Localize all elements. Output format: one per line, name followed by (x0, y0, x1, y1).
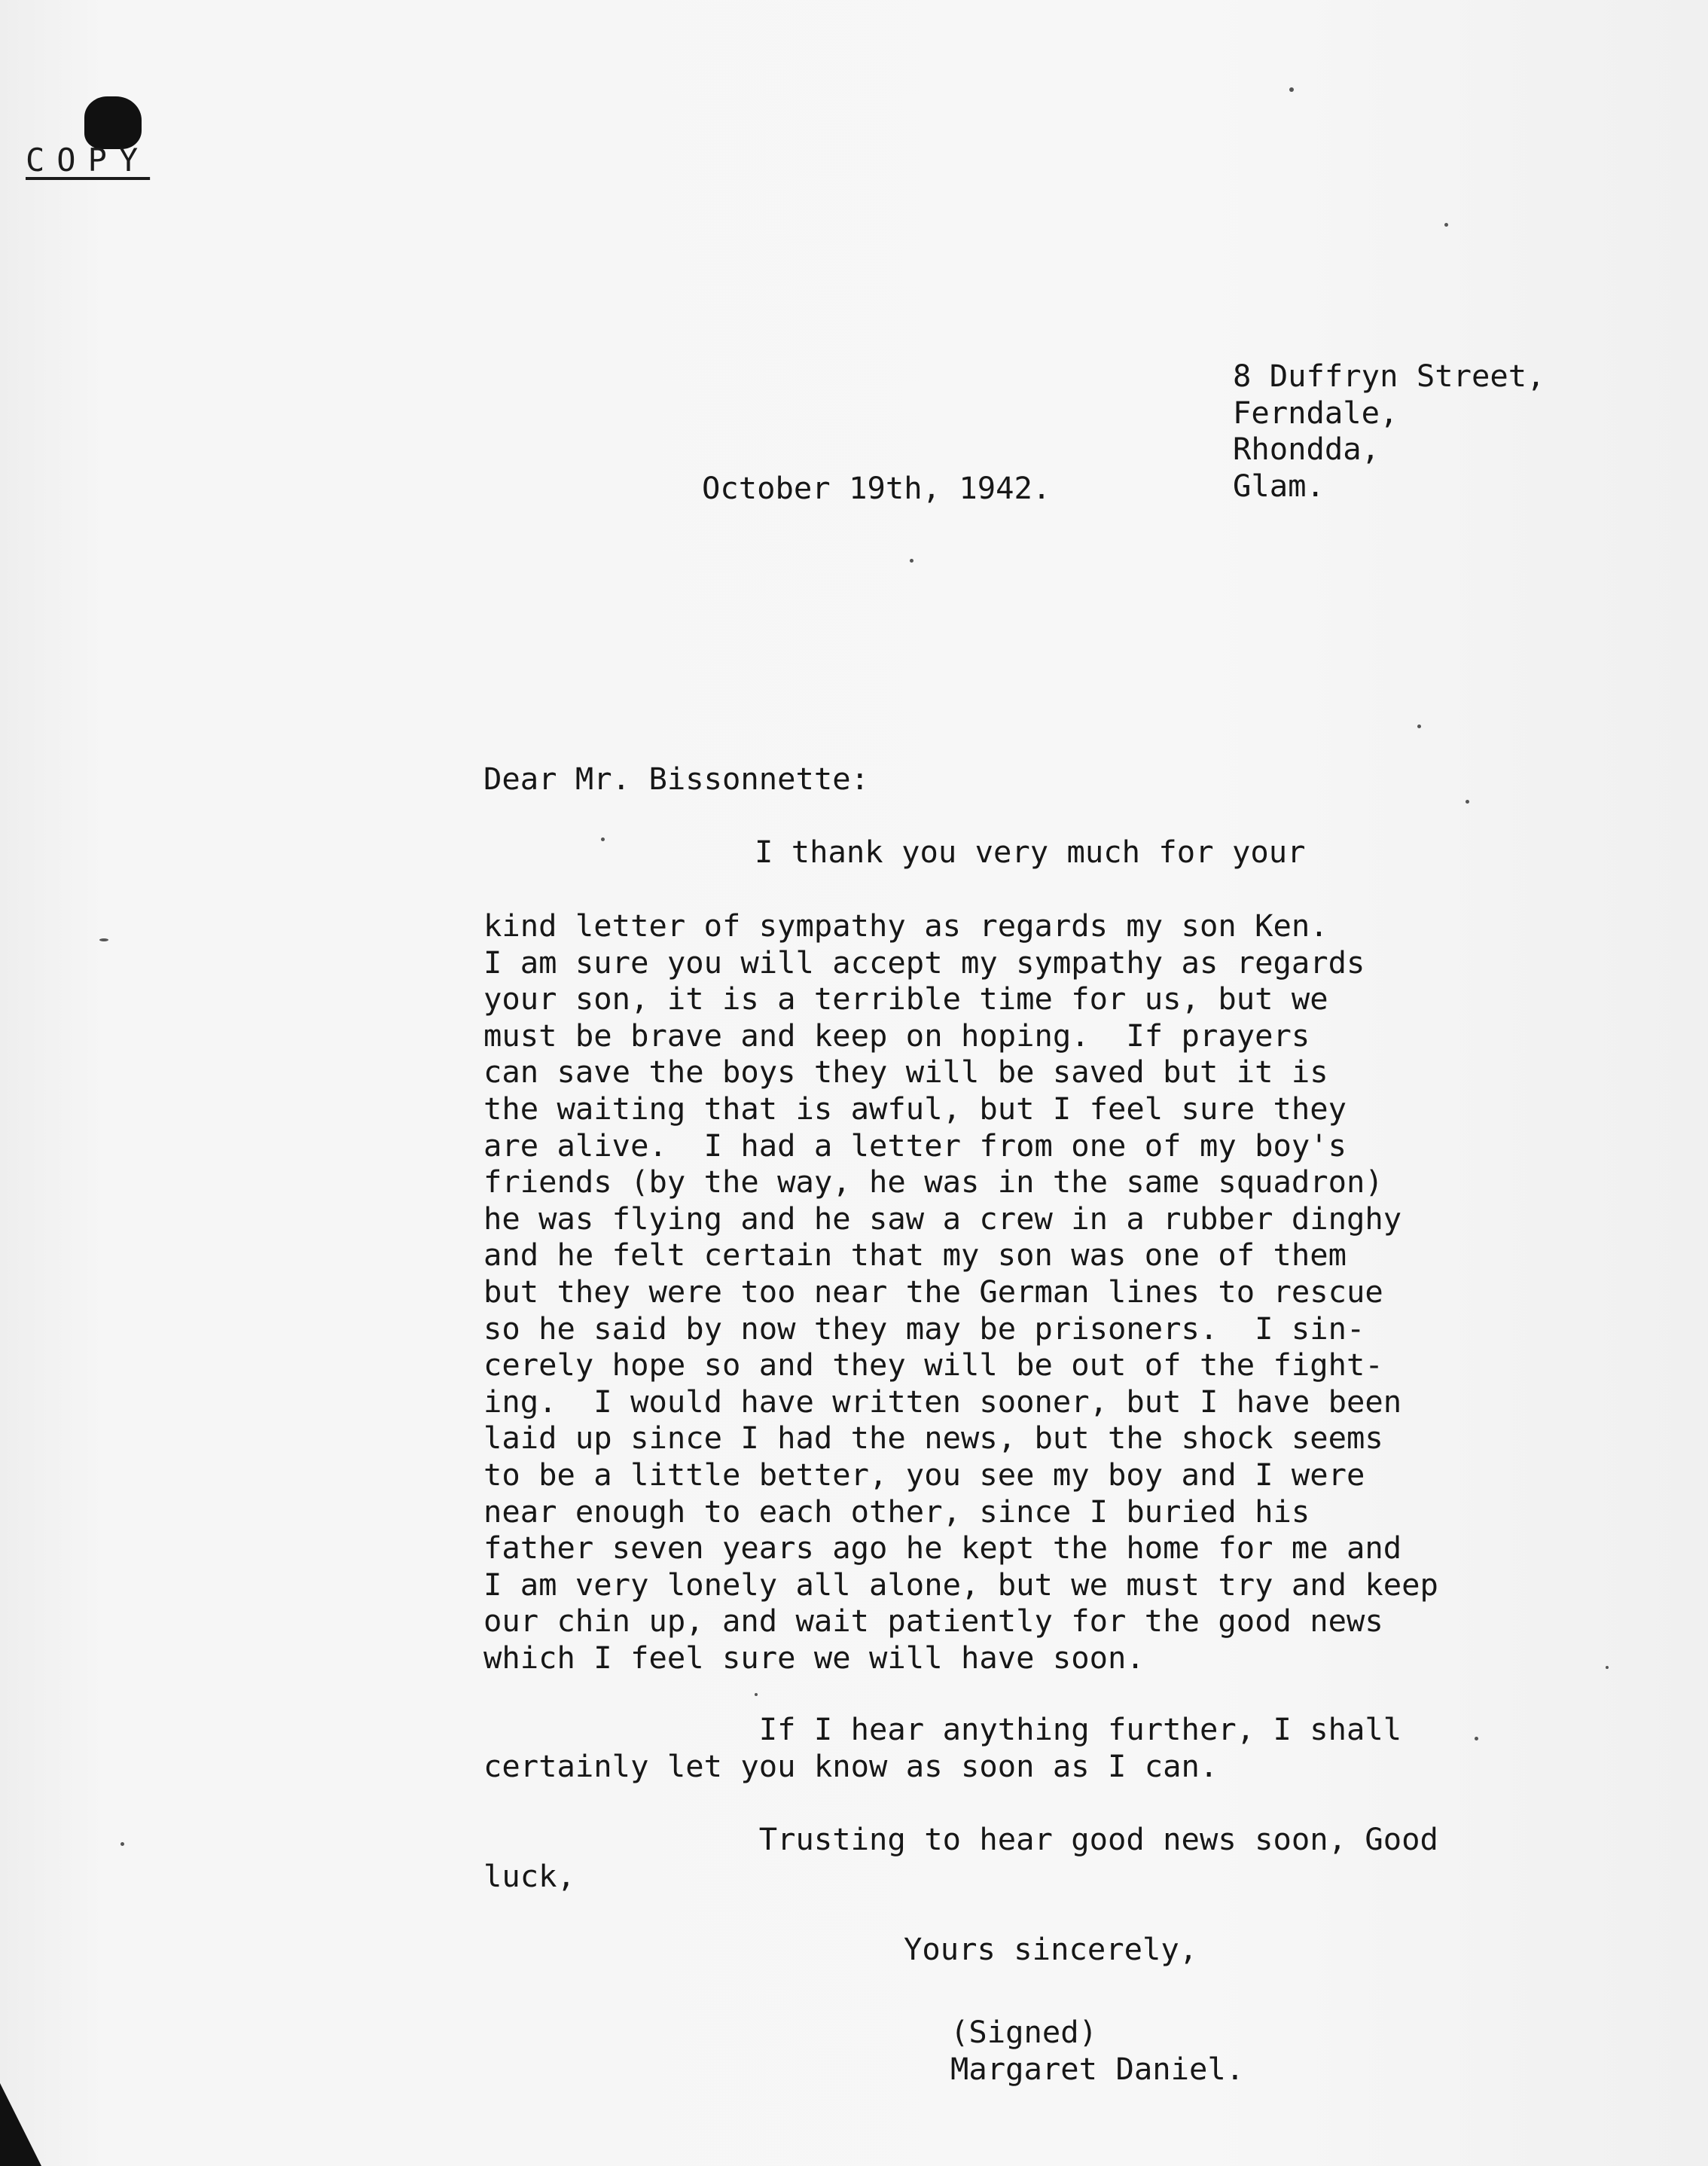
letter-date: October 19th, 1942. (702, 470, 1051, 506)
paragraph3 (483, 1821, 1438, 1894)
signature-block (950, 2014, 1244, 2087)
scan-speck (120, 1842, 124, 1846)
paragraph1-body (483, 908, 1438, 1676)
body-line: Trusting to hear good news soon, Good (483, 1821, 1438, 1857)
address-line: Ferndale, (1233, 394, 1398, 431)
body-line: but they were too near the German lines to rescue (483, 1273, 1383, 1310)
paragraph2 (483, 1711, 1401, 1784)
body-line: kind letter of sympathy as regards my son Ken. (483, 908, 1328, 944)
sender-address (1233, 358, 1545, 504)
body-line: to be a little better, you see my boy and I were (483, 1456, 1365, 1493)
paragraph1-opening: I thank you very much for your (755, 834, 1306, 870)
scan-speck (755, 1693, 758, 1696)
body-line: cerely hope so and they will be out of the fight- (483, 1347, 1383, 1383)
body-line: laid up since I had the news, but the shock seems (483, 1420, 1383, 1457)
body-line: I am sure you will accept my sympathy as regards (483, 944, 1365, 981)
body-line: luck, (483, 1857, 575, 1894)
scan-speck (99, 938, 108, 941)
scan-speck (1475, 1737, 1478, 1740)
address-line: Glam. (1233, 467, 1325, 504)
copy-stamp: COPY (26, 142, 151, 178)
body-line: the waiting that is awful, but I feel sure they (483, 1090, 1347, 1127)
address-line: Rhondda, (1233, 431, 1380, 468)
scan-speck (1289, 87, 1294, 92)
scan-speck (910, 559, 913, 563)
scan-speck (601, 837, 605, 841)
scan-speck (1606, 1666, 1609, 1669)
body-line: can save the boys they will be saved but it is (483, 1054, 1328, 1091)
body-line: near enough to each other, since I buried his (483, 1493, 1310, 1530)
body-line: which I feel sure we will have soon. (483, 1639, 1145, 1676)
body-line: ing. I would have written sooner, but I have been (483, 1383, 1402, 1420)
body-line: must be brave and keep on hoping. If prayers (483, 1017, 1310, 1054)
body-line: friends (by the way, he was in the same squadron) (483, 1164, 1383, 1200)
body-line: so he said by now they may be prisoners. I sin- (483, 1310, 1365, 1347)
body-line: our chin up, and wait patiently for the good news (483, 1603, 1383, 1640)
body-line: he was flying and he saw a crew in a rubber dinghy (483, 1200, 1402, 1237)
scan-speck (1444, 223, 1448, 227)
scan-speck (1466, 800, 1469, 804)
scan-speck (1417, 725, 1421, 728)
body-line: certainly let you know as soon as I can. (483, 1747, 1218, 1784)
address-line: 8 Duffryn Street, (1233, 358, 1545, 394)
body-line: are alive. I had a letter from one of my boy's (483, 1127, 1347, 1164)
body-line: father seven years ago he kept the home for me and (483, 1530, 1402, 1567)
scan-corner-shadow (0, 2083, 41, 2166)
body-line: I am very lonely all alone, but we must try and keep (483, 1566, 1438, 1603)
signed-note: (Signed) (950, 2014, 1098, 2050)
body-line: and he felt certain that my son was one of them (483, 1237, 1347, 1274)
closing: Yours sincerely, (904, 1931, 1198, 1967)
salutation: Dear Mr. Bissonnette: (483, 761, 870, 797)
body-line: your son, it is a terrible time for us, but we (483, 981, 1328, 1017)
signer-name: Margaret Daniel. (950, 2050, 1245, 2087)
body-line: If I hear anything further, I shall (483, 1711, 1402, 1747)
